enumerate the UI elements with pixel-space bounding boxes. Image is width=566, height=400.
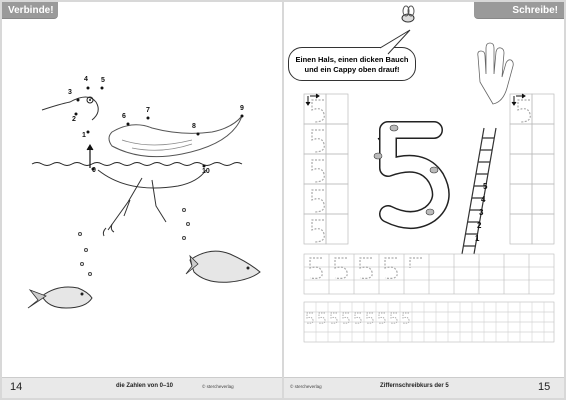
dot-number-3: 3	[68, 89, 72, 96]
dot-number-1: 1	[82, 132, 86, 139]
right-page	[284, 2, 564, 398]
schreibe-tab: Schreibe!	[474, 2, 564, 19]
footer-title-right: Ziffernschreibkurs der 5	[380, 383, 449, 389]
ladder-number-3: 3	[479, 208, 484, 217]
page-number-right: 15	[538, 381, 551, 393]
ladder-number-5: 5	[483, 182, 488, 191]
left-footer	[2, 377, 282, 398]
ladder-number-1: 1	[475, 234, 480, 243]
dot-number-10: 10	[202, 168, 210, 175]
dot-number-0: 0	[92, 167, 96, 174]
dot-number-6: 6	[122, 113, 126, 120]
bird-illustration	[2, 2, 282, 378]
right-footer	[284, 377, 564, 398]
page-number-left: 14	[10, 381, 23, 393]
bee-icon	[402, 6, 414, 22]
hand-icon	[478, 43, 513, 104]
dot-number-9: 9	[240, 105, 244, 112]
ladder-number-4: 4	[481, 195, 486, 204]
dot-number-7: 7	[146, 107, 150, 114]
ladder-number-2: 2	[477, 221, 482, 230]
verbinde-tab: Verbinde!	[2, 2, 58, 19]
big-five-outline	[388, 130, 441, 220]
dot-number-2: 2	[72, 116, 76, 123]
dot-number-5: 5	[101, 77, 105, 84]
copyright-right: © stercheverlag	[290, 384, 322, 389]
copyright-left: © stercheverlag	[202, 384, 234, 389]
dot-number-4: 4	[84, 76, 88, 83]
left-page	[2, 2, 282, 398]
dot-number-8: 8	[192, 123, 196, 130]
speech-bubble: Einen Hals, einen dicken Bauch und ein Cappy oben drauf!	[288, 47, 416, 81]
footer-title-left: die Zahlen von 0–10	[116, 383, 174, 389]
writing-practice-graphics	[284, 2, 564, 378]
